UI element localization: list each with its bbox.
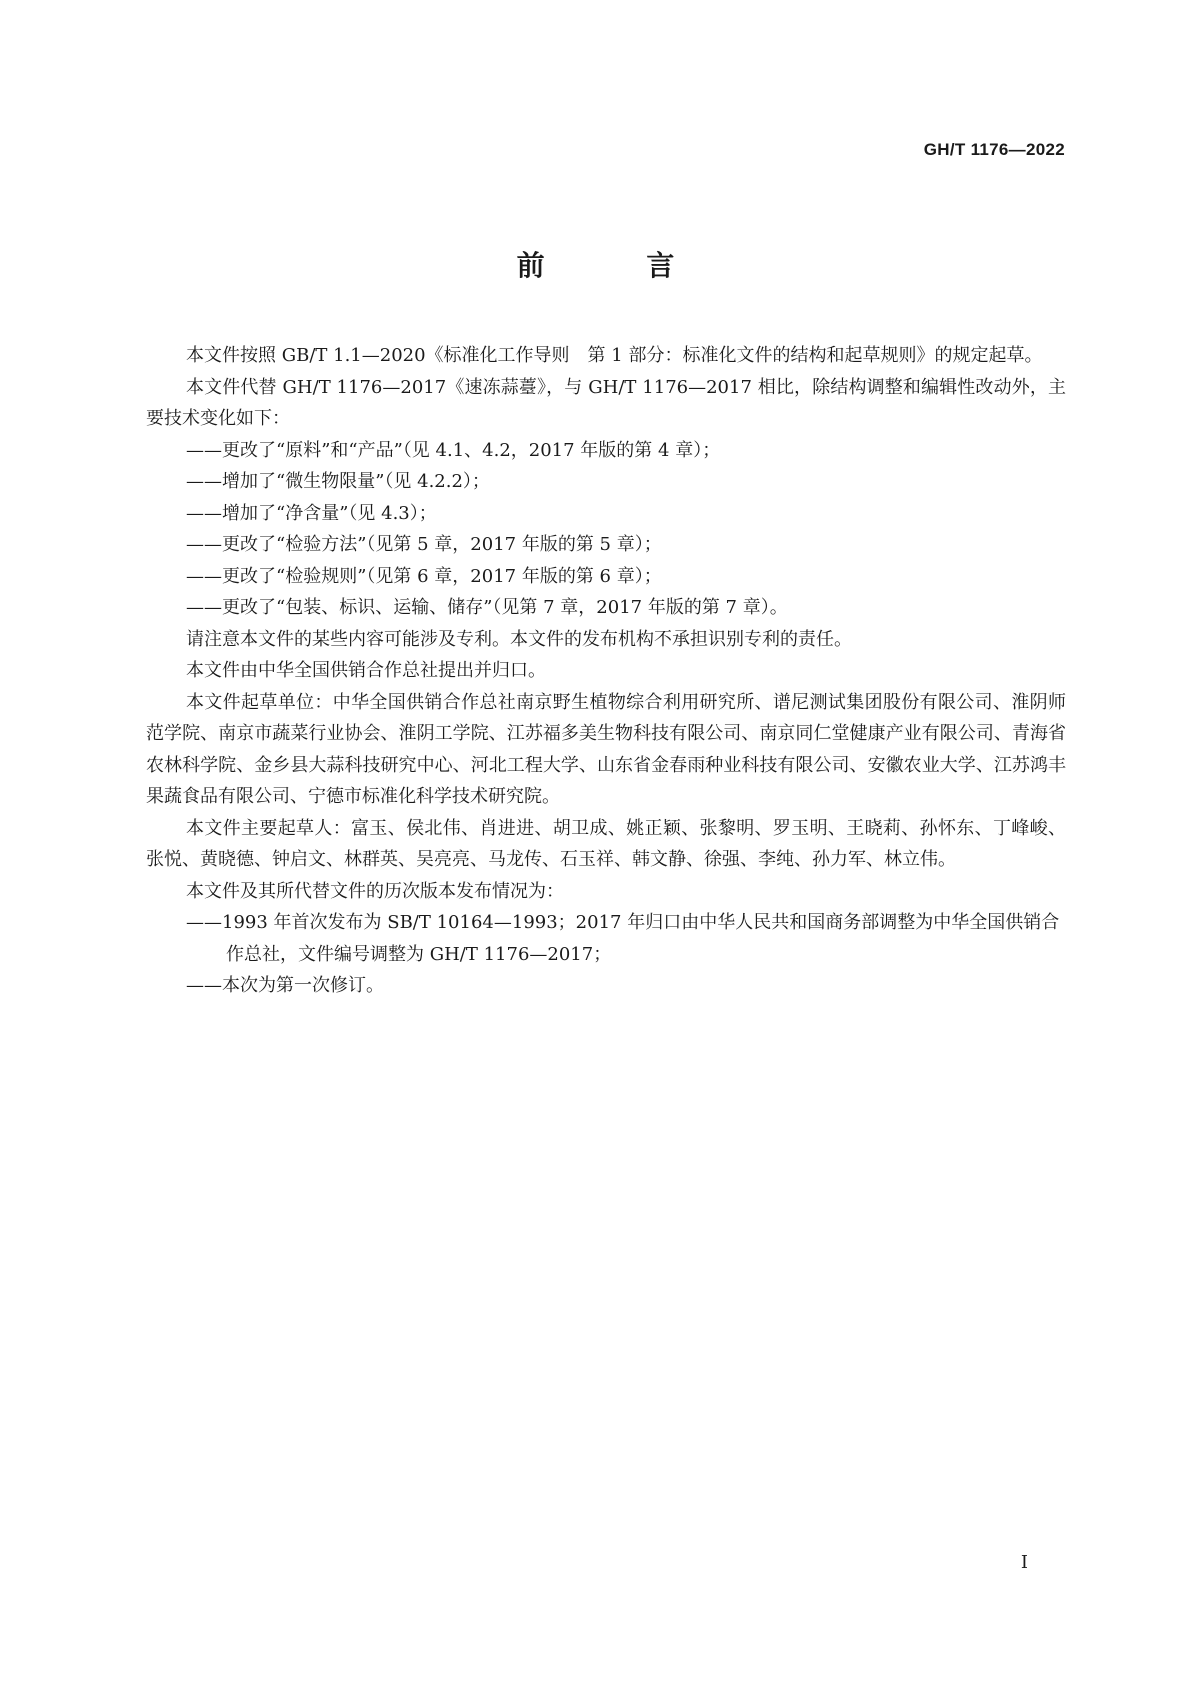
page-number: I [1020, 1552, 1028, 1573]
document-body [146, 340, 1066, 1002]
change-item: ——更改了“原料”和“产品”（见 4.1、4.2，2017 年版的第 4 章）； [186, 439, 721, 461]
change-item: ——更改了“检验方法”（见第 5 章，2017 年版的第 5 章）； [186, 534, 662, 555]
change-item: ——更改了“包装、标识、运输、储存”（见第 7 章，2017 年版的第 7 章）。 [186, 597, 788, 618]
history-item: ——1993 年首次发布为 SB/T 10164—1993；2017 年归口由中华人民共和国商务部调整为中华全国供销合作总社，文件编号调整为 GH/T 1176—2017； [186, 912, 1060, 965]
paragraph-replacement: 本文件代替 GH/T 1176—2017《速冻蒜薹》，与 GH/T 1176—2017 相比，除结构调整和编辑性改动外，主要技术变化如下： [146, 376, 1066, 429]
change-item: ——增加了“净含量”（见 4.3）； [186, 502, 437, 524]
paragraph-drafting-rules: 本文件按照 GB/T 1.1—2020《标准化工作导则 第 1 部分：标准化文件的结构和起草规则》的规定起草。 [186, 345, 1043, 366]
standard-code: GH/T 1176—2022 [923, 140, 1065, 159]
paragraph-patent-notice: 请注意本文件的某些内容可能涉及专利。本文件的发布机构不承担识别专利的责任。 [186, 628, 852, 650]
history-item: ——本次为第一次修订。 [186, 975, 384, 996]
change-item: ——增加了“微生物限量”（见 4.2.2）； [186, 471, 490, 492]
page-title: 前 言 [516, 249, 721, 282]
paragraph-drafters: 本文件主要起草人：富玉、侯北伟、肖进进、胡卫成、姚正颖、张黎明、罗玉明、王晓莉、孙怀东、丁峰峻、张悦、黄晓德、钟启文、林群英、吴亮亮、马龙传、石玉祥、韩文静、徐强、李纯、孙力军、林立伟。 [146, 817, 1066, 870]
paragraph-proposer: 本文件由中华全国供销合作总社提出并归口。 [186, 660, 546, 681]
paragraph-drafting-units: 本文件起草单位：中华全国供销合作总社南京野生植物综合利用研究所、谱尼测试集团股份有限公司、淮阴师范学院、南京市蔬菜行业协会、淮阴工学院、江苏福多美生物科技有限公司、南京同仁堂健康产业有限公司、青海省农林科学院、金乡县大蒜科技研究中心、河北工程大学、山东省金春雨种业科技有限公司、安徽农业大学、江苏鸿丰果蔬食品有限公司、宁德市标准化科学技术研究院。 [146, 691, 1066, 807]
change-item: ——更改了“检验规则”（见第 6 章，2017 年版的第 6 章）； [186, 565, 662, 587]
paragraph-version-history: 本文件及其所代替文件的历次版本发布情况为： [186, 880, 564, 902]
